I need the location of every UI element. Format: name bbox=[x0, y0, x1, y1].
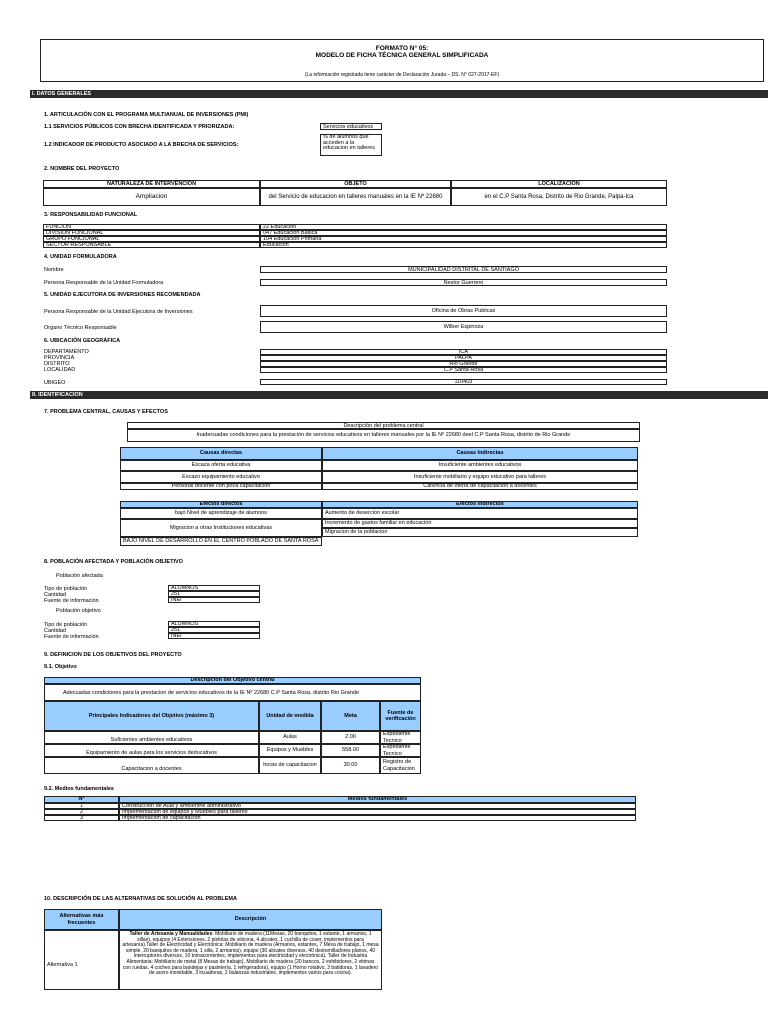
ind-meta: 30.00 bbox=[321, 757, 380, 774]
ind-unit: Aulas bbox=[259, 731, 321, 744]
pop-value: ALUMNOS bbox=[168, 585, 260, 591]
uei-resp-value: Oficina de Obras Publicas bbox=[260, 305, 667, 317]
ind-header-source: Fuente de verificación bbox=[380, 701, 421, 731]
ind-header-meta: Meta bbox=[321, 701, 380, 731]
uei-org-value: Wilber Espinoza bbox=[260, 321, 667, 333]
ubigeo-value: 110403 bbox=[260, 379, 667, 385]
proj-value-naturaleza: Ampliacion bbox=[43, 188, 260, 206]
objetivos-title: 9. DEFINICION DE LOS OBJETIVOS DEL PROYECTO bbox=[44, 652, 182, 658]
uf-resp-label: Persona Responsable de la Unidad Formuladora bbox=[44, 280, 164, 286]
alternativas-title: 10. DESCRIPCIÓN DE LAS ALTERNATIVAS DE SOLUCIÓN AL PROBLEMA bbox=[44, 896, 237, 902]
cause-direct: Personal docente con poca capacitacion bbox=[120, 483, 322, 490]
alt-text-1: : Mobiliario de madera (11Mesas, 20 banquitos, 1 estante, 1 armarios, 1 sillas), equipos (4 Extensiones, 2 pistolas de silicona, 4 alicates, 1 cuchilla de coser, implementos para artesanía).Taller de Electricidad y Electrónica: Mobiliario de madera (Armarios, estantes, 7 Mesa de trabajo, 1 mesa simple, 20 banquitos de madera, 1 silla, 2 armarios), equipo (30 alicates diversos, 40 destornilladores planos, 40 interruptores diversos, 10 tomacorrientes, implementos para electricidad y electrónica). bbox=[122, 931, 379, 960]
geo-label: LOCALIDAD bbox=[44, 367, 76, 373]
ind-meta: 558.00 bbox=[321, 744, 380, 757]
effects-header-indirect: Efectos indirectos bbox=[322, 501, 638, 508]
causes-header-direct: Causas directas bbox=[120, 447, 322, 460]
geo-value: C.P Santa Rosa bbox=[260, 367, 667, 373]
proj-header-naturaleza: NATURALEZA DE INTERVENCION bbox=[43, 180, 260, 188]
pop-label: Fuente de información bbox=[44, 598, 99, 604]
ind-indicator: Capacitacion a docentes bbox=[44, 757, 259, 774]
pop-label: Tipo de población bbox=[44, 586, 88, 592]
ind-meta: 2.00 bbox=[321, 731, 380, 744]
proj-value-localizacion: en el C.P Santa Rosa, Distrito de Rio Grande, Palpa-Ica bbox=[451, 188, 667, 206]
alt-text-2: Taller de Industria Alimentaria: Mobiliario de metal (8 Mesas de trabajo), Mobiliario de madera (20 bancos, 2 exhibidores, 2 vitrinas con ruedas, 4 coches para bandejas y pastelería, 1 refrigeradora), equipo (1 Horno rotativo, 3 batidoras, 1 lavadero de acero inoxidable, 3 licuadoras, 2 balanzas industriales, implementos varios para cocina). bbox=[122, 953, 379, 977]
medios-header-no: Nº bbox=[44, 796, 119, 803]
resp-label: FUNCIÓN bbox=[43, 224, 260, 230]
uf-title: 4. UNIDAD FORMULADORA bbox=[44, 254, 117, 260]
pop-value: 251 bbox=[168, 627, 260, 633]
cause-indirect: Carencia de oferta de capacitacion a docentes bbox=[322, 483, 638, 490]
effect-indirect: Migracion de la poblacion bbox=[322, 528, 638, 537]
ind-source: Expediente Tecnico bbox=[380, 744, 421, 757]
resp-value: 047 Educacion Basica bbox=[260, 230, 667, 236]
section-datos-generales: I. DATOS GENERALES bbox=[30, 90, 768, 98]
ind-header-unit: Unidad de medida bbox=[259, 701, 321, 731]
effect-final: BAJO NIVEL DE DESARROLLO EN EL CENTRO POBLADO DE SANTA ROSA bbox=[120, 537, 322, 546]
alt-description bbox=[119, 930, 382, 990]
effect-indirect: Incremento de gastos familiar en educacion bbox=[322, 519, 638, 528]
legal-note: (La información registrada tiene carácter de Declaración Jurada – DS. N° 027-2017-EF) bbox=[304, 72, 500, 78]
effects-header-direct: Efectos directos bbox=[120, 501, 322, 508]
pop-label: Tipo de población bbox=[44, 622, 88, 628]
uf-resp-value: Nestor Guerrero bbox=[260, 279, 667, 286]
pop-value: 251 bbox=[168, 591, 260, 597]
alt-name-label: Alternativa 1 bbox=[47, 962, 78, 968]
geo-label: DEPARTAMENTO bbox=[44, 349, 89, 355]
pop-label: Fuente de información bbox=[44, 634, 99, 640]
ind-unit: Equipos y Muebles bbox=[259, 744, 321, 757]
alt-header-name: Alternativas más frecuentes bbox=[44, 909, 119, 930]
pop-value: ALUMNOS bbox=[168, 621, 260, 627]
pop-value: INEI bbox=[168, 633, 260, 639]
resp-value: Educacion bbox=[260, 242, 667, 248]
medio-desc: Implementacion de equipos y Muebles para talleres bbox=[119, 809, 636, 815]
cause-direct: Escaza oferta educativa bbox=[120, 460, 322, 471]
q11-value: Servicios educativos bbox=[320, 123, 382, 130]
resp-label: GRUPO FUNCIONAL bbox=[43, 236, 260, 242]
uei-title: 5. UNIDAD EJECUTORA DE INVERSIONES RECOMENDADA bbox=[44, 292, 201, 298]
proyecto-title: 2. NOMBRE DEL PROYECTO bbox=[44, 166, 120, 172]
proj-header-objeto: OBJETO bbox=[260, 180, 451, 188]
articulacion-title: 1. ARTICULACIÓN CON EL PROGRAMA MULTIANUAL DE INVERSIONES (PMI) bbox=[44, 112, 249, 118]
uf-name-label: Nombre bbox=[44, 267, 64, 273]
q11-label: 1.1 SERVICIOS PÚBLICOS CON BRECHA IDENTIFICADA Y PRIORIZADA: bbox=[44, 124, 235, 130]
ind-indicator: Suficientes ambientes educativos bbox=[44, 731, 259, 744]
pop-value: INEI bbox=[168, 597, 260, 603]
header-box bbox=[40, 39, 764, 82]
effect-indirect: Aumento de desercion escolar bbox=[322, 508, 638, 519]
geo-label: PROVINCIA bbox=[44, 355, 75, 361]
alt-header-desc: Descripción bbox=[119, 909, 382, 930]
geo-label: DISTRITO bbox=[44, 361, 70, 367]
medio-no: 3 bbox=[44, 815, 119, 821]
geo-value: Rio Grande bbox=[260, 361, 667, 367]
responsabilidad-title: 3. RESPONSABILIDAD FUNCIONAL bbox=[44, 212, 138, 218]
ind-source: Expediente Tecnico bbox=[380, 731, 421, 744]
section-identificacion: II. IDENTIFICACION bbox=[30, 391, 768, 399]
proj-value-objeto: del Servicio de educacion en talleres manuales en la IE Nº 22680 bbox=[260, 188, 451, 206]
alt-name bbox=[44, 930, 119, 990]
effect-direct: bajo Nivel de aprendizaje de alumnos bbox=[120, 508, 322, 519]
poblacion-afectada-label: Población afectada bbox=[56, 573, 103, 579]
cause-indirect: Insuficiente ambientes educativos bbox=[322, 460, 638, 471]
problema-header: Descripción del problema central bbox=[127, 422, 640, 429]
problema-value: Inadecuadas condiciones para la prestación de servicios educativos en talleres manuales por la IE Nº 22680 deel C.P Santa Rosa, distrito de Rio Grande bbox=[127, 429, 640, 442]
pop-label: Cantidad bbox=[44, 592, 67, 598]
objetivo-value: Adecuadas condiciones para la prestacion de servicios educativos de la IE Nº 22680 C.P Santa Rosa, distrito Rio Grande bbox=[44, 684, 421, 701]
ubigeo-label: UBIGEO bbox=[44, 380, 66, 386]
resp-label: DIVISIÓN FUNCIONAL bbox=[43, 230, 260, 236]
uf-name-value: MUNICIPALIDAD DISTRITAL DE SANTIAGO bbox=[260, 266, 667, 273]
uei-org-label: Organo Técnico Responsable bbox=[44, 325, 117, 331]
ind-header-indicator: Principales Indicadores del Objetivo (máximo 3) bbox=[44, 701, 259, 731]
geo-value: PALPA bbox=[260, 355, 667, 361]
medio-desc: Construccion de Aula y ambientne administrativo bbox=[119, 803, 636, 809]
ind-unit: horas de capacitacion bbox=[259, 757, 321, 774]
objetivo-subtitle: 9.1. Objetivo bbox=[44, 664, 77, 670]
resp-value: 22 Educacion bbox=[260, 224, 667, 230]
geo-title: 6. UBICACIÓN GEOGRÁFICA bbox=[44, 338, 121, 344]
effect-direct: Migracion a otras Instituciones educativas bbox=[120, 519, 322, 537]
medios-subtitle: 9.2. Medios fundamentales bbox=[44, 786, 114, 792]
cause-indirect: Insuficiente mobiliario y equipo educativo para talleres bbox=[322, 471, 638, 483]
problema-title: 7. PROBLEMA CENTRAL, CAUSAS Y EFECTOS bbox=[44, 409, 168, 415]
document-title: MODELO DE FICHA TÉCNICA GENERAL SIMPLIFICADA bbox=[315, 52, 489, 59]
proj-header-localizacion: LOCALIZACION bbox=[451, 180, 667, 188]
poblacion-title: 8. POBLACIÓN AFECTADA Y POBLACIÓN OBJETIVO bbox=[44, 559, 183, 565]
format-number: FORMATO N° 05: bbox=[375, 45, 429, 52]
q12-value: % de alumnos que acceden a la educacion en talleres bbox=[320, 134, 382, 156]
resp-label: SECTOR RESPONSABLE bbox=[43, 242, 260, 248]
medios-header-desc: Medios fundamentales bbox=[119, 796, 636, 803]
causes-header-indirect: Causas Indirectas bbox=[322, 447, 638, 460]
geo-value: ICA bbox=[260, 349, 667, 355]
objetivo-header: Descripción del Objetivo central bbox=[44, 677, 421, 684]
uei-resp-label: Persona Responsable de la Unidad Ejecutora de Inversiones bbox=[44, 309, 193, 315]
medio-no: 1 bbox=[44, 803, 119, 809]
medio-no: 2 bbox=[44, 809, 119, 815]
medio-desc: Implementacion de capacitacion bbox=[119, 815, 636, 821]
ind-indicator: Equipamiento de aulas para los servicios deducativos bbox=[44, 744, 259, 757]
pop-label: Cantidad bbox=[44, 628, 67, 634]
poblacion-objetivo-label: Población objetivo bbox=[56, 608, 101, 614]
cause-direct: Escazo equipamiento educativo bbox=[120, 471, 322, 483]
q12-label: 1.2 INDICADOR DE PRODUCTO ASOCIADO A LA BRECHA DE SERVICIOS: bbox=[44, 142, 239, 148]
resp-value: 104 Educacion Primaria bbox=[260, 236, 667, 242]
ind-source: Registro de Capacitacion bbox=[380, 757, 421, 774]
alt-lead: Taller de Artesanía y Manualidades bbox=[129, 931, 213, 937]
